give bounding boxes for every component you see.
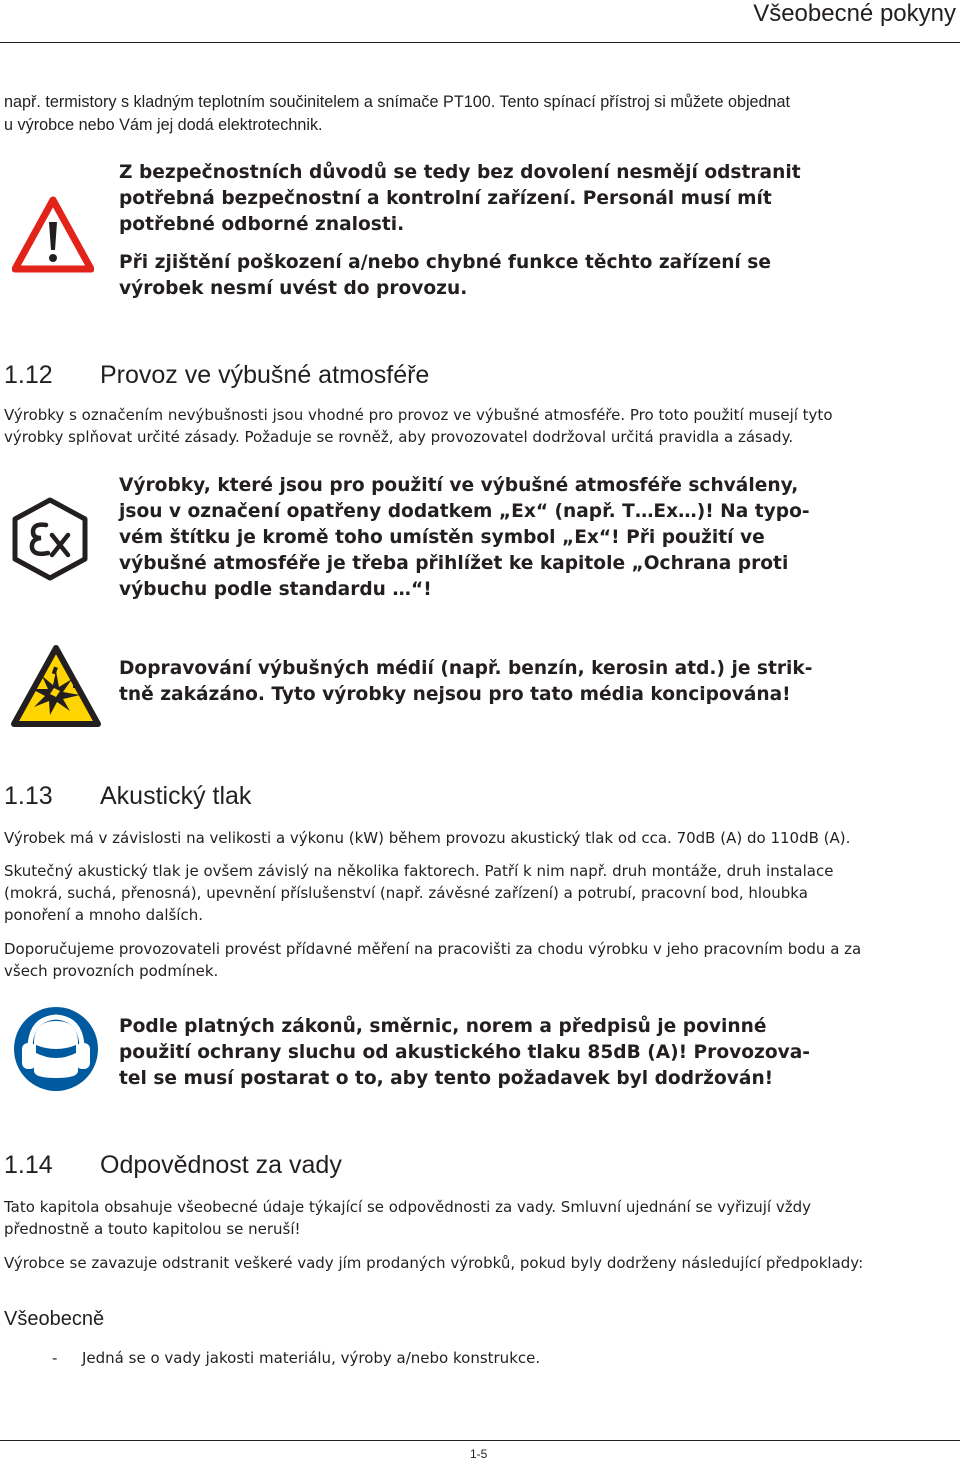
ex-hexagon-icon [11,497,89,581]
section-title: Akustický tlak [100,782,252,810]
section-heading-1-13 [4,782,251,811]
intro-line: u výrobce nebo Vám jej dodá elektrotechnik. [4,116,323,134]
general-warning-text [119,160,801,302]
section-1-12-paragraph [4,404,833,448]
paragraph-line: Výrobce se zavazuje odstranit veškeré vady jím prodaných výrobků, pokud byly dodrženy následující předpoklady: [4,1254,864,1272]
warning-line: výbušné atmosféře je třeba přihlížet ke kapitole „Ochrana proti [119,553,789,574]
ear-protection-icon [12,1005,100,1093]
ear-warning-text [119,1014,810,1092]
warning-line: výbuchu podle standardu …“! [119,579,432,600]
section-1-14-p2 [4,1252,863,1274]
section-number: 1.13 [4,782,53,810]
section-title: Provoz ve výbušné atmosféře [100,361,430,389]
warning-triangle-icon [12,196,94,274]
page-header-title: Všeobecné pokyny [753,0,956,27]
page-number: 1-5 [470,1447,488,1461]
warning-line: tně zakázáno. Tyto výrobky nejsou pro tato média koncipována! [119,684,791,705]
bullet-item [52,1347,540,1369]
section-title: Odpovědnost za vady [100,1151,342,1179]
section-number: 1.14 [4,1151,53,1179]
warning-line: Z bezpečnostních důvodů se tedy bez dovolení nesmějí odstranit [119,162,801,183]
paragraph-line: Výrobek má v závislosti na velikosti a výkonu (kW) během provozu akustický tlak od cca. 70dB (A) do 110dB (A). [4,829,851,847]
warning-line: Dopravování výbušných médií (např. benzín, kerosin atd.) je strik- [119,658,813,679]
header-rule [0,42,960,43]
footer-rule [0,1440,960,1441]
explosive-hazard-icon [10,643,102,729]
section-1-14-p1 [4,1196,811,1240]
section-1-13-p3 [4,938,861,982]
warning-line: tel se musí postarat o to, aby tento požadavek byl dodržován! [119,1068,774,1089]
paragraph-line: Tato kapitola obsahuje všeobecné údaje týkající se odpovědnosti za vady. Smluvní ujednání se vyřizují vždy [4,1198,812,1216]
section-1-13-p2 [4,860,833,926]
paragraph-line: Výrobky s označením nevýbušnosti jsou vhodné pro provoz ve výbušné atmosféře. Pro toto použití musejí tyto [4,406,833,424]
warning-line: potřebná bezpečnostní a kontrolní zařízení. Personál musí mít [119,188,772,209]
ex-warning-text [119,473,810,603]
warning-line: výrobek nesmí uvést do provozu. [119,278,468,299]
section-heading-1-14 [4,1151,342,1180]
paragraph-line: Doporučujeme provozovateli provést přídavné měření na pracovišti za chodu výrobku v jeho pracovním bodu a za [4,940,862,958]
section-number: 1.12 [4,361,53,389]
warning-line: Výrobky, které jsou pro použití ve výbušné atmosféře schváleny, [119,475,799,496]
warning-line: Podle platných zákonů, směrnic, norem a předpisů je povinné [119,1016,767,1037]
bullet-marker: - [52,1349,58,1367]
intro-paragraph [4,91,790,137]
paragraph-line: všech provozních podmínek. [4,962,219,980]
warning-line: potřebné odborné znalosti. [119,214,405,235]
warning-line: vém štítku je kromě toho umístěn symbol „Ex“! Při použití ve [119,527,765,548]
explosive-warning-text [119,656,813,708]
intro-line: např. termistory s kladným teplotním součinitelem a snímače PT100. Tento spínací přístroj si můžete objednat [4,93,791,111]
warning-line: použití ochrany sluchu od akustického tlaku 85dB (A)! Provozova- [119,1042,811,1063]
section-heading-1-12 [4,361,429,390]
paragraph-line: Skutečný akustický tlak je ovšem závislý na několika faktorech. Patří k nim např. druh montáže, druh instalace [4,862,834,880]
subheading-vseobecne: Všeobecně [4,1308,105,1330]
bullet-text: Jedná se o vady jakosti materiálu, výroby a/nebo konstrukce. [82,1349,541,1367]
warning-line: Při zjištění poškození a/nebo chybné funkce těchto zařízení se [119,252,771,273]
warning-line: jsou v označení opatřeny dodatkem „Ex“ (např. T…Ex…)! Na typo- [119,501,810,522]
paragraph-line: výrobky splňovat určité zásady. Požaduje se rovněž, aby provozovatel dodržoval určitá pravidla a zásady. [4,428,794,446]
section-1-13-p1 [4,827,850,849]
paragraph-line: (mokrá, suchá, přenosná), upevnění příslušenství (např. závěsné zařízení) a potrubí, pracovní bod, hloubka [4,884,808,902]
paragraph-line: ponoření a mnoho dalších. [4,906,203,924]
paragraph-line: přednostně a touto kapitolou se neruší! [4,1220,301,1238]
